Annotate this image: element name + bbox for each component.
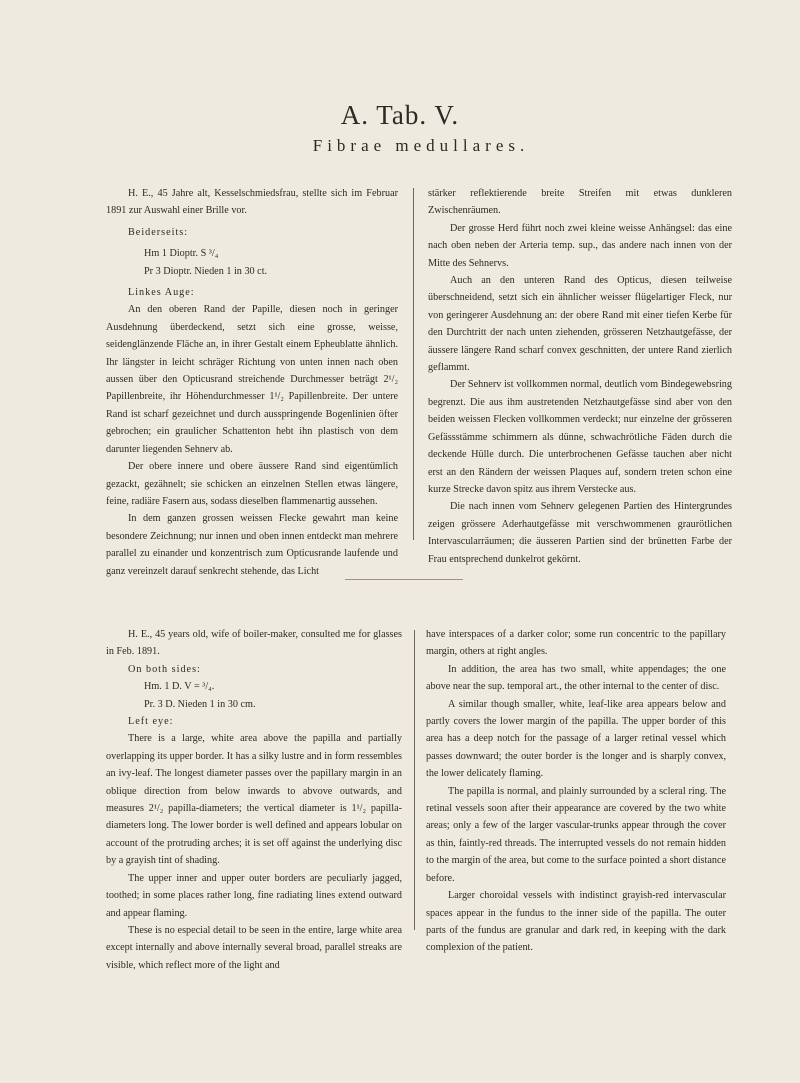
paragraph: Pr 3 Dioptr. Nieden 1 in 30 ct. [144,265,268,277]
paragraph: have interspaces of a darker color; some run concentric to the papillary margin, others at right angles. [426,629,726,658]
paragraph: In dem ganzen grossen weissen Flecke gewahrt man keine besondere Zeichnung; nur innen und oben innen entdeckt man mehrere parallel zu einander und konzentrisch zum Opticusrande laufende und ganz vereinzelt darauf senkrecht stehende, das Licht [106,513,398,577]
paragraph: Hm 1 Dioptr. S ³/₄ [144,248,219,260]
paragraph: H. E., 45 Jahre alt, Kesselschmiedsfrau, stellte sich im Februar 1891 zur Auswahl einer Brille vor. [106,188,398,217]
paragraph: These is no especial detail to be seen in the entire, large white area except internally and above internally several broad, parallel streaks are visible, which reflect more of the light and [106,924,402,971]
page-subtitle: Fibrae medullares. [312,136,530,155]
column-divider [413,188,414,540]
page-title: A. Tab. V. [340,100,460,130]
paragraph: Auch an den unteren Rand des Opticus, diesen teilweise überschneidend, setzt sich ein ähnlicher weisser flügelartiger Fleck, nur von geringerer Ausdehnung an: der obere Rand mit einer tiefen Kerbe für den Durchtritt der nach unten ziehenden, grösseren Netzhautgefässe, der äussere längere Rand scharf convex geschnitten, der untere Rand zierlich geflammt. [428,275,732,374]
paragraph: Die nach innen vom Sehnerv gelegenen Partien des Hintergrundes zeigen grössere Aderhautgefässe mit verschwommenen graurötlichen Intervascularräumen; die äusseren Partien sind der brünetten Farbe der Frau entsprechend dunkelrot gekörnt. [428,501,732,565]
paragraph: A similar though smaller, white, leaf-like area appears below and partly covers the lower margin of the papilla. The upper border of this area has a deep notch for the passage of a larger retinal vessel which passes downward; the outer border is the longer and is sharply convex, the lower delicately flaming. [426,698,726,780]
paragraph: The papilla is normal, and plainly surrounded by a scleral ring. The retinal vessels soon after their appearance are covered by the two white areas; only a few of the larger vascular-trunks appear through the cover as thin, faintly-red threads. The interrupted vessels do not remain hidden to the margin of the area, but come to the surface pointed a short distance before. [426,785,726,884]
paragraph: Hm. 1 D. V = ³/₄. [144,681,215,693]
paragraph: Pr. 3 D. Nieden 1 in 30 cm. [144,698,256,710]
german-right-column [428,185,732,568]
paragraph: Beiderseits: [128,226,189,238]
section-divider [345,579,463,580]
english-right-column [426,626,726,957]
paragraph: stärker reflektierende breite Streifen mit etwas dunkleren Zwischenräumen. [428,188,732,217]
paragraph: Larger choroidal vessels with indistinct grayish-red intervascular spaces appear in the fundus to the inner side of the papilla. The outer parts of the fundus are granular and dark red, in keeping with the dark complexion of the patient. [426,890,726,954]
paragraph: An den oberen Rand der Papille, diesen noch in geringer Ausdehnung überdeckend, setzt sich eine grosse, weisse, seidenglänzende Fläche an, in ihrer Gestalt einem Epheublatte ähnlich. Ihr längster in leicht schräger Richtung von unten innen nach oben aussen über den Opticusrand streichende Durchmesser beträgt 2¹/₂ Papillenbreite, ihr Höhendurchmesser 1¹/₂ Papillenbreite. Der untere Rand ist scharf gezeichnet und durch ausspringende Bogenlinien öfter gebrochen; ein graulicher Schattenton hebt ihn plastisch von dem darunter liegenden Sehnerv ab. [106,304,398,455]
paragraph: Der grosse Herd führt noch zwei kleine weisse Anhängsel: das eine nach oben neben der Arteria temp. sup., das andere nach innen von der Mitte des Sehnervs. [428,222,732,269]
paragraph: Der obere innere und obere äussere Rand sind eigentümlich gezackt, gezähnelt; sie schicken an einzelnen Stellen etwas längere, feine, radiäre Fasern aus, sodass dieselben flammenartig aussehen. [106,461,398,507]
section-label: Linkes Auge: [128,287,195,299]
english-left-column [106,626,402,974]
german-left-column [106,185,398,580]
paragraph: Der Sehnerv ist vollkommen normal, deutlich vom Bindegewebsring begrenzt. Die aus ihm austretenden Netzhautgefässe sind aber von den beiden weissen Flecken vollkommen verdeckt; nur einzelne der grösseren Gefässstämme schimmern als dünne, schwachrötliche Fäden durch die deckende Hülle durch. Die unterbrochenen Gefässe tauchen aber nicht erst an den Rändern der weissen Plaques auf, sondern treten schon eine kurze Strecke davon spitz aus ihrem Verstecke aus. [428,379,732,495]
column-divider [414,630,415,930]
paragraph: On both sides: [128,663,201,675]
paragraph: In addition, the area has two small, white appendages; the one above near the sup. temporal art., the other internal to the center of disc. [426,663,726,693]
section-label: Left eye: [128,716,174,728]
paragraph: There is a large, white area above the papilla and partially overlapping its upper border. It has a silky lustre and in form ressembles an ivy-leaf. The longest diameter passes over the papillary margin in an oblique direction from below inwards to abvove outwards, and measures 2¹/₂ papilla-diameters; the vertical diameter is 1¹/₂ papilla-diameters long. The lower border is well defined and appears lobular on account of the protruding arches; it is set off against the underlying disc by a grayish tint of shading. [106,733,402,867]
paragraph: H. E., 45 years old, wife of boiler-maker, consulted me for glasses in Feb. 1891. [106,629,402,658]
paragraph: The upper inner and upper outer borders are peculiarly jagged, toothed; in some places rather long, fine radiating lines extend outward and appear flaming. [106,872,402,919]
